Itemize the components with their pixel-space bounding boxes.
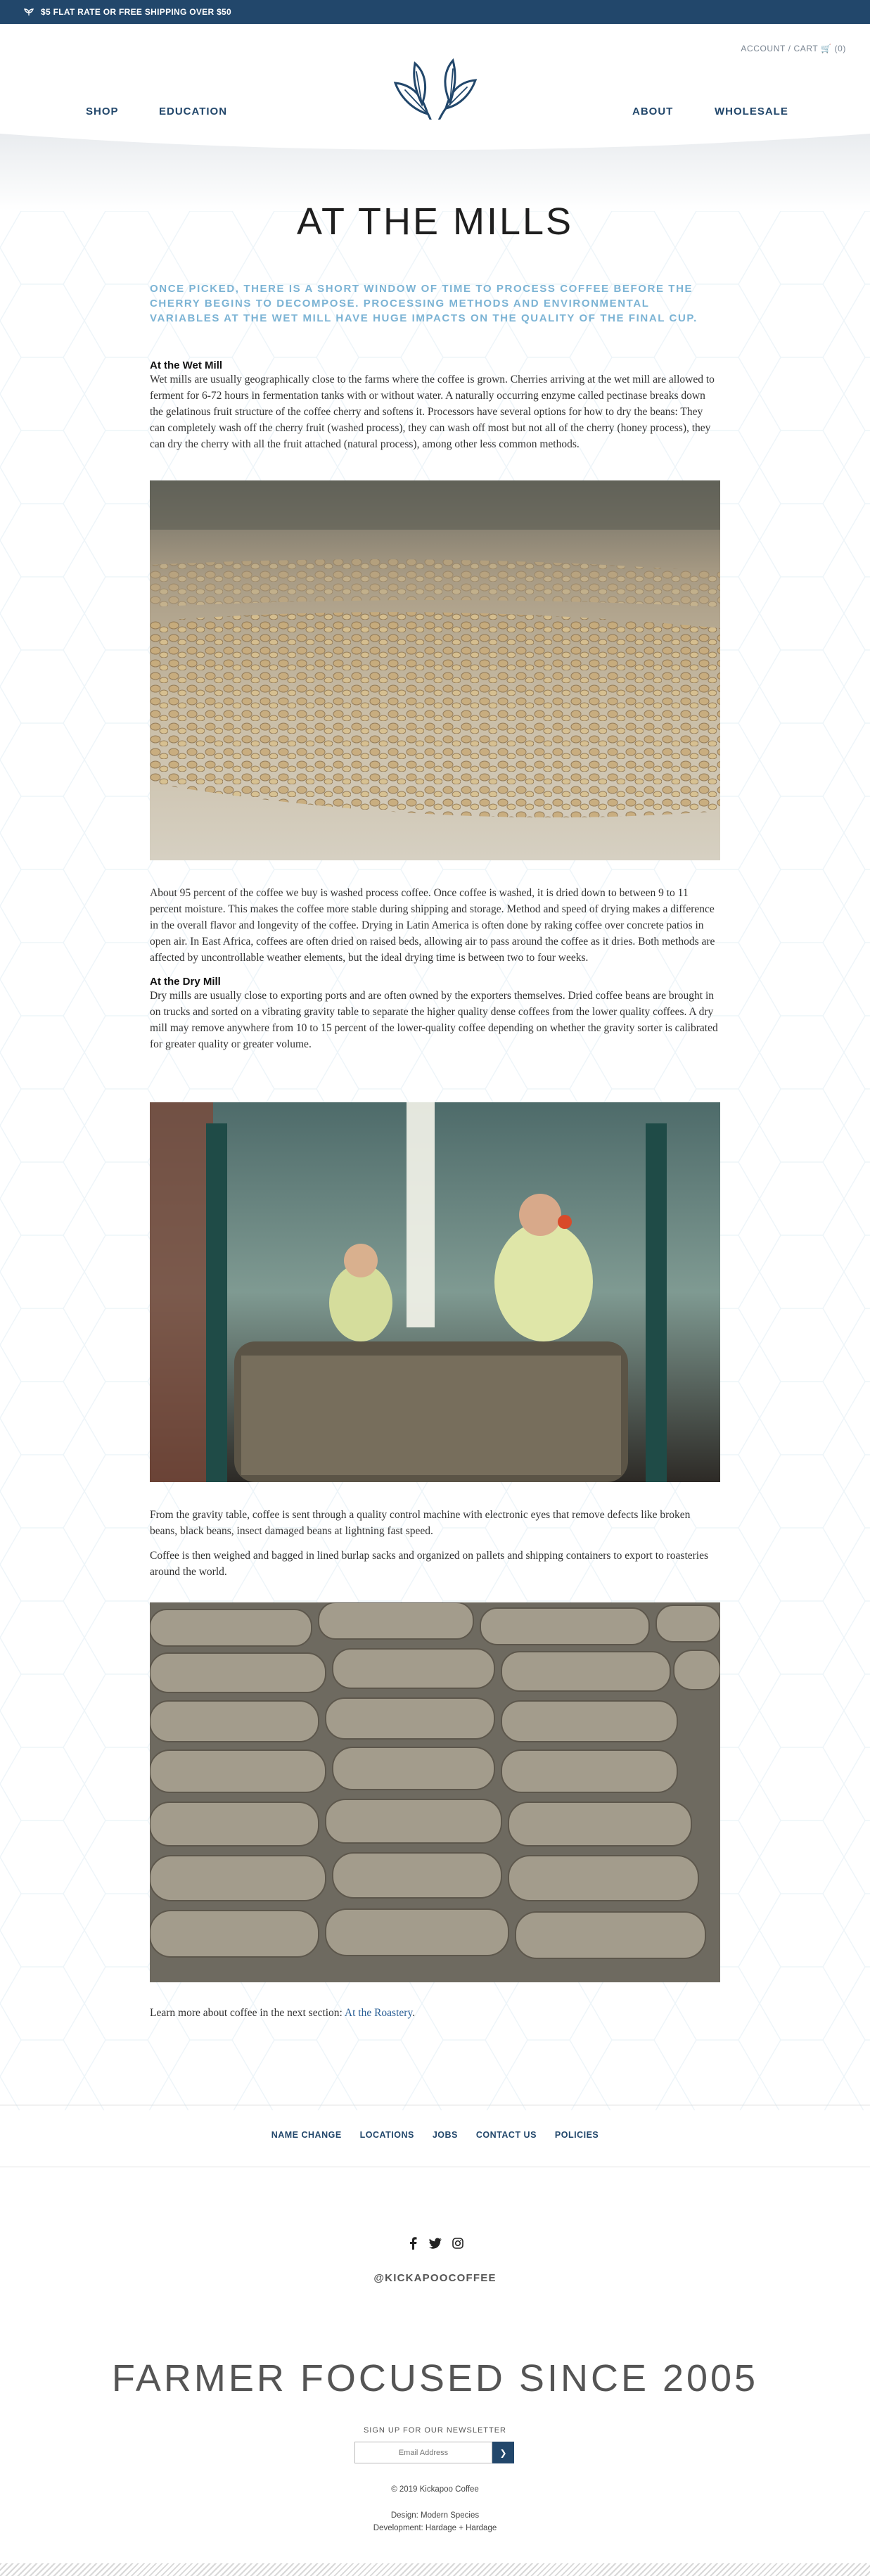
footer-link-jobs[interactable]: JOBS (432, 2130, 458, 2140)
credits (0, 2509, 870, 2534)
wet-mill-heading: At the Wet Mill (150, 359, 223, 371)
intro-text: ONCE PICKED, THERE IS A SHORT WINDOW OF TIME TO PROCESS COFFEE BEFORE THE CHERRY BEGINS TO DECOMPOSE. PROCESSING METHODS AND ENVIRONMENTAL VARIABLES AT THE WET MILL HAVE HUGE IMPACTS ON THE QUALITY OF THE FINAL CUP. (150, 283, 698, 324)
facebook-icon[interactable] (407, 2237, 419, 2250)
twitter-icon[interactable] (429, 2237, 442, 2250)
newsletter-email-input[interactable] (354, 2442, 492, 2463)
footer-link-name-change[interactable]: NAME CHANGE (271, 2130, 342, 2140)
footer-link-contact-us[interactable]: CONTACT US (475, 2130, 537, 2140)
footer-link-locations[interactable]: LOCATIONS (359, 2130, 414, 2140)
footer-tagline: FARMER FOCUSED SINCE 2005 (111, 2357, 759, 2399)
announcement-text: $5 FLAT RATE OR FREE SHIPPING OVER $50 (41, 7, 232, 17)
cart-count: (0) (834, 44, 846, 53)
newsletter-label: SIGN UP FOR OUR NEWSLETTER (363, 2426, 507, 2435)
washed-text: About 95 percent of the coffee we buy is washed process coffee. Once coffee is washed, it is dried down to between 9 to 11 percent moisture. This makes the coffee more stable during shipping and storage. Method and speed of drying makes a difference in the overall flavor and longevity of the coffee. Drying in Latin America is often done by raking coffee over concrete patios in open air. In East Africa, coffees are often dried on raised beds, allowing air to pass around the coffee as it dries. Both methods are affected by uncontrollable weather elements, but the ideal drying time is between two to four weeks. (150, 887, 715, 964)
footer-link-policies[interactable]: POLICIES (554, 2130, 599, 2140)
nav-education[interactable]: EDUCATION (159, 106, 228, 117)
chevron-right-icon[interactable]: ❯ (499, 2447, 507, 2458)
account-cart-link[interactable] (741, 44, 846, 53)
cart-icon[interactable]: 🛒 (821, 44, 832, 53)
header-curve (0, 120, 870, 162)
bagged-text: Coffee is then weighed and bagged in lined burlap sacks and organized on pallets and shipping containers to export to roasteries around the world. (150, 1550, 709, 1578)
dry-mill-text: Dry mills are usually close to exporting ports and are often owned by the exporters themselves. Dried coffee beans are brought in on trucks and sorted on a vibrating gravity table to separate the higher quality dense coffees from the lower quality coffees. A dry mill may remove anywhere from 10 to 15 percent of the lower-quality coffee depending on whether the gravity sorter is calibrated for greater quality or greater volume. (150, 990, 718, 1050)
footer-nav (0, 2130, 870, 2140)
burlap-sacks-photo (150, 1602, 720, 1982)
learn-more (150, 2005, 720, 2021)
copyright: © 2019 Kickapoo Coffee (391, 2485, 479, 2494)
wet-mill-text: Wet mills are usually geographically close to the farms where the coffee is grown. Cherries arriving at the wet mill are allowed to ferment for 6-72 hours in fermentation tanks with or without water. A naturally occurring enzyme called pectinase breaks down the gelatinous fruit structure of the coffee cherry and softens it. Processors have several options for how to dry the beans: They can completely wash off the cherry fruit (washed process), they can wash off most but not all of the cherry (honey process), they can dry the cherry with all the fruit attached (natural process), among other less common methods. (150, 374, 715, 450)
page-title: AT THE MILLS (296, 200, 574, 243)
newsletter-submit-button[interactable] (492, 2442, 514, 2463)
instagram-icon[interactable] (452, 2237, 464, 2250)
nav-wholesale[interactable]: WHOLESALE (715, 106, 788, 117)
washed-section (150, 885, 720, 1052)
account-cart-label[interactable]: ACCOUNT / CART (741, 44, 819, 53)
social-links (0, 2237, 870, 2250)
nav-shop[interactable]: SHOP (86, 106, 119, 117)
design-credit: Design: Modern Species (390, 2511, 480, 2520)
gravity-text: From the gravity table, coffee is sent through a quality control machine with electronic eyes that remove defects like broken beans, black beans, insect damaged beans at lightning fast speed. (150, 1509, 691, 1537)
learn-more-text: Learn more about coffee in the next section: (150, 2007, 343, 2019)
drying-beans-photo (150, 480, 720, 860)
gravity-section (150, 1507, 720, 1580)
dry-mill-heading: At the Dry Mill (150, 976, 221, 988)
roastery-link[interactable]: At the Roastery (344, 2007, 413, 2019)
announcement-bar (0, 0, 870, 24)
bottom-stripe (0, 2563, 870, 2576)
main-content (150, 190, 720, 452)
social-handle[interactable]: @KICKAPOOCOFFEE (373, 2272, 497, 2284)
nav-about[interactable]: ABOUT (632, 106, 674, 117)
learn-more-end: . (412, 2007, 416, 2019)
sorting-workers-photo (150, 1102, 720, 1482)
development-credit: Development: Hardage + Hardage (373, 2524, 497, 2532)
newsletter-form (354, 2442, 514, 2463)
leaf-icon (24, 8, 34, 16)
